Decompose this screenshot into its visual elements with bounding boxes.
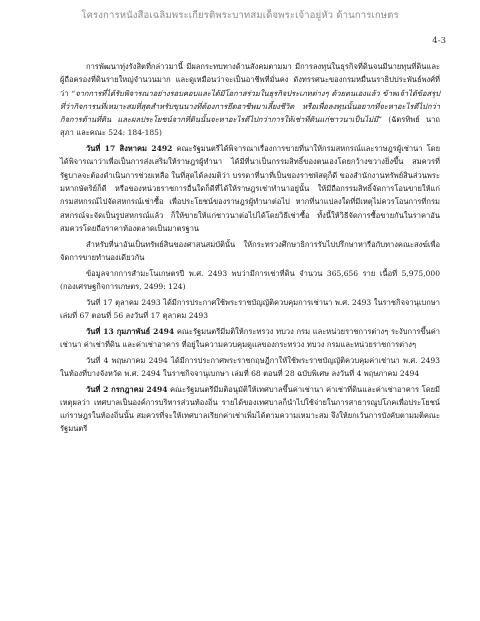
body-text xyxy=(60,60,440,438)
paragraph-4-text: ข้อมูลจากการสำมะโนเกษตรปี พ.ศ. 2493 พบว่ามีการเช่าที่ดิน จำนวน 365,656 ราย เนื้อที่ 5,975,000 (กองเศรษฐกิจการเกษตร, 2499: 124) xyxy=(60,268,440,291)
paragraph-8 xyxy=(60,383,440,436)
paragraph-5 xyxy=(60,296,440,323)
paragraph-1 xyxy=(60,60,440,140)
paragraph-5-text: วันที่ 17 ตุลาคม 2493 ได้มีการประกาศใช้พระราชบัญญัติควบคุมการเช่านา พ.ศ. 2493 ในราชกิจจานุเบกษา เล่มที่ 67 ตอนที่ 56 ลงวันที่ 17 ตุลาคม 2493 xyxy=(60,297,440,320)
citation: (ฉัตรทิพย์ นาถสุภา และคณะ 524: 184-185) xyxy=(60,115,440,138)
paragraph-2 xyxy=(60,142,440,235)
paragraph-2-text: คณะรัฐมนตรีได้พิจารณาเรื่องการขายที่นาให้กรมสหกรณ์และราษฎรผู้เช่านา โดยได้พิจารณาว่าเพื่อเป็นการส่งเสริมให้ราษฎรผู้ทำนา ได้มีที่นาเป็นกรรมสิทธิ์ของตนเองโดยกว้างขวางยิ่งขึ้น สมควรที่รัฐบาลจะต้องดำเนินการช่วยเหลือ ในที่สุดได้ลงมติว่า บรรดาที่นาที่เป็นของราชพัสดุก็ดี ของสำนักงานทรัพย์สินส่วนพระมหากษัตริย์ก็ดี หรือของหน่วยราชการอื่นใดก็ดีที่ได้ให้ราษฎรเช่าทำนาอยู่นั้น ให้มีถือกรรมสิทธิ์จัดการโอนขายให้แก่กรมสหกรณ์ไปจัดสหกรณ์เช่าซื้อ เพื่อประโยชน์ของราษฎรผู้ทำนาต่อไป หากที่นาแปลงใดที่มีเหตุไม่ควรโอนการที่กรมสหกรณ์จะจัดเป็นรูปสหกรณ์แล้ว ก็ให้ขายให้แก่ชาวนาต่อไปได้โดยวิธีเช่าซื้อ ทั้งนี้ให้วิธีจัดการซื้อขายกันในราคาอันสมควรโดยถือราคาท้องตลาดเป็นมาตรฐาน xyxy=(60,144,440,233)
paragraph-7 xyxy=(60,354,440,381)
entry-date: วันที่ 2 กรกฎาคม 2494 xyxy=(86,384,168,394)
paragraph-7-text: วันที่ 4 พฤษภาคม 2494 ได้มีการประกาศพระราชกฤษฎีกาให้ใช้พระราชบัญญัติควบคุมค่าเช่านา พ.ศ. 2493 ในท้องที่บางจังหวัด พ.ศ. 2494 ในราชกิจจานุเบกษา เล่มที่ 68 ตอนที่ 28 ฉบับพิเศษ ลงวันที่ 4 พฤษภาคม 2494 xyxy=(60,355,440,378)
paragraph-4 xyxy=(60,267,440,294)
page-number: 4-3 xyxy=(432,36,446,46)
paragraph-3-text: สำหรับที่นาอันเป็นทรัพย์สินของศาสนสมบัตินั้น ให้กระทรวงศึกษาธิการรับไปปรึกษาหารือกับทางคณะสงฆ์เพื่อจัดการขายทำนองเดียวกัน xyxy=(60,239,440,262)
paragraph-8-text: คณะรัฐมนตรีมีมติอนุมัติให้เทศบาลขึ้นค่าเช่านา ค่าเช่าที่ดินและค่าเช่าอาคาร โดยมีเหตุผลว่า เทศบาลเป็นองค์การบริหารส่วนท้องถิ่น รายได้ของเทศบาลก็นำไปใช้จ่ายในการสาธารณูปโภคเพื่อประโยชน์แก่ราษฎรในท้องถิ่นนั้น สมควรที่จะให้เทศบาลเรียกค่าเช่าเพิ่มได้ตามความเหมาะสม จึงให้ยกเว้นการบังคับตามมติคณะรัฐมนตรี xyxy=(60,384,440,434)
paragraph-6 xyxy=(60,325,440,352)
paragraph-1-text: การพัฒนาทุ่งรังสิตที่กล่าวมานี้ มีผลกระทบทางด้านสังคมตามมา มีการลงทุนในธุรกิจที่ดินจนมีนายทุนที่ดินและผู้ถือครองที่ดินรายใหญ่จำนวนมาก และดูเหมือนว่าจะเป็นอาชีพที่มั่นคง ดังทรรศนะของกรมหมื่นนราธิปประพันธ์พงศ์ที่ว่า xyxy=(60,62,440,98)
paragraph-3 xyxy=(60,238,440,265)
quoted-passage: “จากการที่ได้รับพิจารณาอย่างรอบคอบและได้มีโอกาสร่วมในธุรกิจประเภทต่างๆ ด้วยตนเองแล้ว ข้าพเจ้าได้ข้อสรุปที่ว่ากิจการนที่เหมาะสมที่สุดสำหรับขุนนางที่ต้องการยึดอาชีพมาเลี้ยงชีวิต หรือเพื่อลงทุนนั้นอยากที่จะหาอะไรดีไปกว่ากิจการด้านที่ดิน และผลประโยชน์จากที่ดินนั้นจะหาอะไรดีไปกว่าการให้เช่าที่ดินแก่ชาวนาเป็นไม่มี” xyxy=(60,88,441,125)
entry-date: วันที่ 17 สิงหาคม 2492 xyxy=(86,144,173,154)
running-header: โครงการหนังสือเฉลิมพระเกียรติพระบาทสมเด็จพระเจ้าอยู่หัว ด้านการเกษตร xyxy=(81,10,399,21)
paragraph-6-text: คณะรัฐมนตรีมีมติให้กระทรวง ทบวง กรม และหน่วยราชการต่างๆ ระงับการขึ้นค่าเช่านา ค่าเช่าที่ดิน และค่าเช่าอาคาร ที่อยู่ในความควบคุมดูแลของกระทรวง ทบวง กรมและหน่วยราชการต่างๆ xyxy=(60,326,440,349)
entry-date: วันที่ 13 กุมภาพันธ์ 2494 xyxy=(86,326,175,336)
